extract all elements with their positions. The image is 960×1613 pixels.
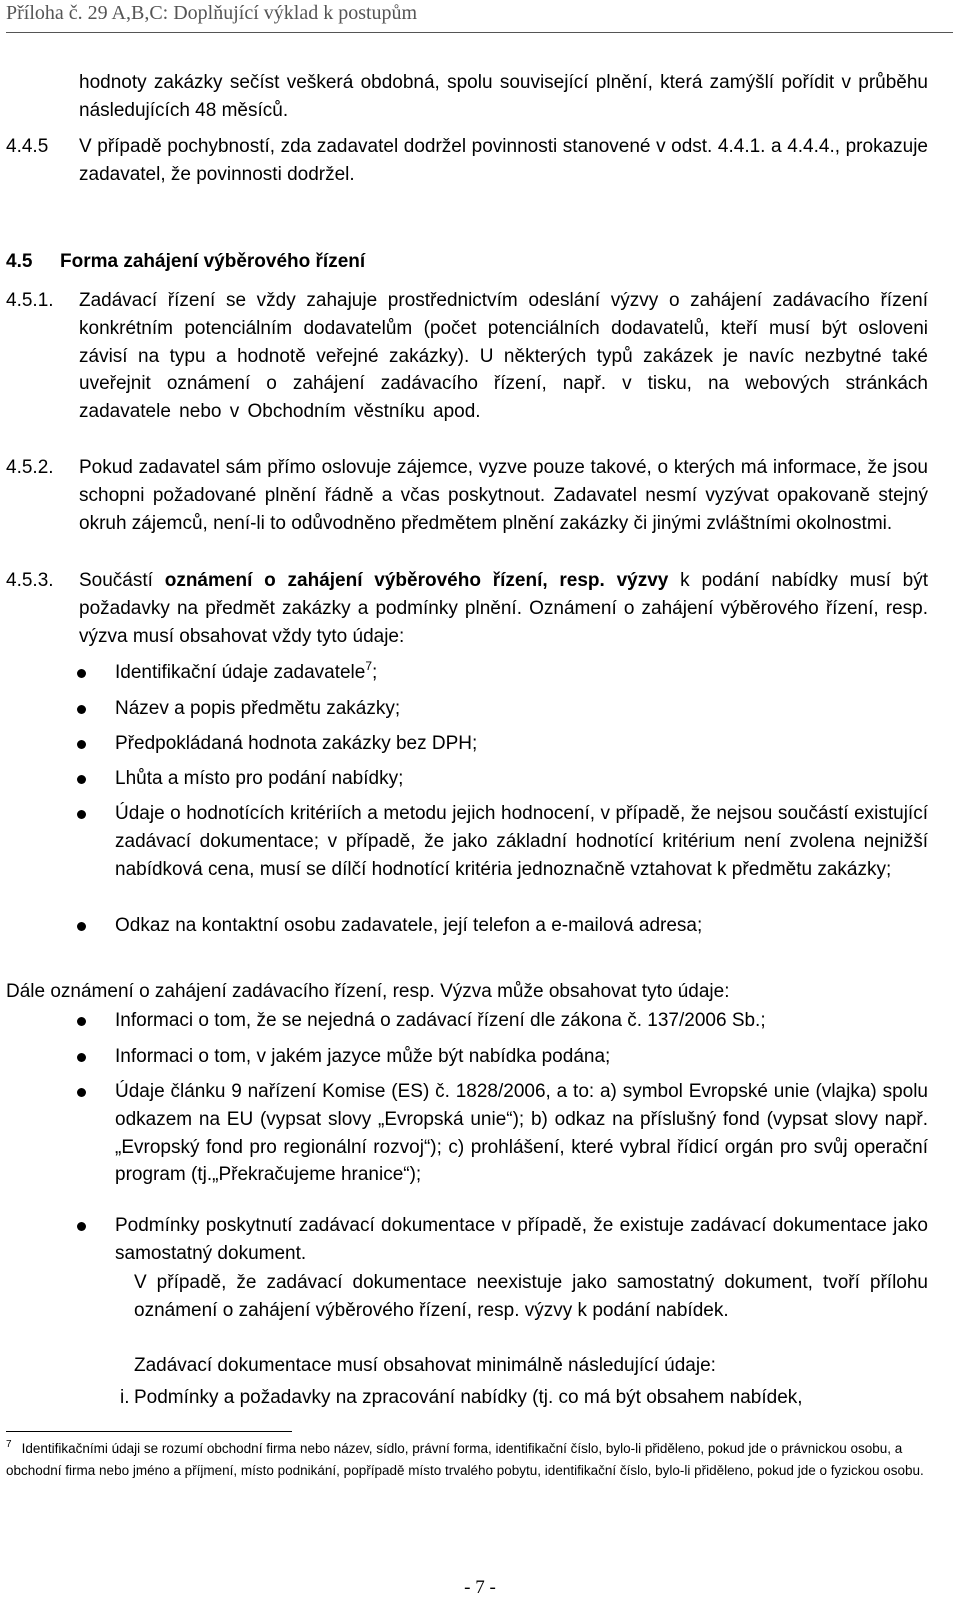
footnote — [6, 1438, 932, 1482]
paragraph-number-4-5-2: 4.5.2. — [6, 457, 54, 478]
paragraph-4-5-1: Zadávací řízení se vždy zahajuje prostřednictvím odeslání výzvy o zahájení zadávacího řízení konkrétním potenciálním dodavatelům (počet potenciálních dodavatelů, kteří musí být osloveni závisí na typu a hodnotě veřejné zakázky). U některých typů zakázek je navíc nezbytné také uveřejnit oznámení o zahájení zadávacího řízení, např. v tisku, na webových stránkách zadavatele nebo v Obchodním věstníku apod. — [79, 290, 928, 423]
paragraph-4-5-3 — [79, 567, 928, 650]
bullet-icon — [77, 922, 86, 931]
footnote-number: 7 — [6, 1439, 12, 1450]
bullet-icon — [77, 705, 86, 714]
p453-bold: oznámení o zahájení výběrového řízení, resp. výzvy — [164, 570, 669, 591]
page-header: Příloha č. 29 A,B,C: Doplňující výklad k postupům — [6, 2, 953, 33]
bullet-icon — [77, 1053, 86, 1062]
bullet-icon — [77, 669, 86, 678]
bullet-icon — [77, 1088, 86, 1097]
list1-item-1: Identifikační údaje zadavatele$^7$; — [115, 659, 378, 683]
minimal-paragraph: Zadávací dokumentace musí obsahovat minimálně následující údaje: — [134, 1355, 716, 1376]
list1-item-6: Odkaz na kontaktní osobu zadavatele, její telefon a e-mailová adresa; — [115, 915, 703, 936]
dale-paragraph: Dále oznámení o zahájení zadávacího řízení, resp. Výzva může obsahovat tyto údaje: — [6, 981, 730, 1002]
intro-paragraph: hodnoty zakázky sečíst veškerá obdobná, spolu související plnění, která zamýšlí pořídit v průběhu následujících 48 měsíců. — [79, 72, 928, 121]
section-number: 4.5 — [6, 251, 33, 272]
list2-item-2: Informaci o tom, v jakém jazyce může být nabídka podána; — [115, 1046, 611, 1067]
footnote-ref: 7 — [365, 659, 373, 673]
footnote-separator — [6, 1431, 292, 1432]
paragraph-number-4-4-5: 4.4.5 — [6, 136, 49, 157]
bullet-icon — [77, 1017, 86, 1026]
list1-item-4: Lhůta a místo pro podání nabídky; — [115, 768, 404, 789]
list1-item-3: Předpokládaná hodnota zakázky bez DPH; — [115, 733, 478, 754]
page-number: - 7 - — [464, 1577, 496, 1598]
paragraph-4-4-5: V případě pochybností, zda zadavatel dodržel povinnosti stanovené v odst. 4.4.1. a 4.4.4., prokazuje zadavatel, že povinnosti dodržel. — [79, 136, 928, 185]
roman-item-1: Podmínky a požadavky na zpracování nabídky (tj. co má být obsahem nabídek, — [134, 1387, 803, 1408]
bullet-icon — [77, 1222, 86, 1231]
p453-text-1: Součástí — [79, 570, 165, 591]
footnote-text: Identifikačními údaji se rozumí obchodní firma nebo název, sídlo, právní forma, identifikační číslo, bylo-li přiděleno, pokud jde o právnickou osobu, a obchodní firma nebo jméno a příjmení, místo podnikání, popřípadě místo trvalého pobytu, identifikační číslo, bylo-li přiděleno, pokud jde o fyzickou osobu. — [6, 1441, 924, 1478]
list2-item-1: Informaci o tom, že se nejedná o zadávací řízení dle zákona č. 137/2006 Sb.; — [115, 1010, 766, 1031]
paragraph-4-5-2: Pokud zadavatel sám přímo oslovuje zájemce, vyzve pouze takové, o kterých má informace, že jsou schopni požadované plnění řádně a včas poskytnout. Zadavatel nesmí vyzývat opakovaně stejný okruh zájemců, není-li to odůvodněno předmětem plnění zakázky či jinými zvláštními okolnostmi. — [79, 457, 928, 534]
list2-item-4: Podmínky poskytnutí zadávací dokumentace v případě, že existuje zadávací dokumentace jako samostatný dokument. — [115, 1215, 928, 1264]
paragraph-number-4-5-1: 4.5.1. — [6, 290, 54, 311]
bullet-icon — [77, 810, 86, 819]
roman-number: i. — [120, 1387, 130, 1408]
bullet-icon — [77, 775, 86, 784]
section-title: Forma zahájení výběrového řízení — [60, 251, 366, 272]
list1-item-5: Údaje o hodnotících kritériích a metodu jejich hodnocení, v případě, že nejsou součástí existující zadávací dokumentace; v případě, že jako základní hodnotící kritérium není zvolena nejnižší nabídková cena, musí se dílčí hodnotící kritéria jednoznačně vztahovat k předmětu zakázky; — [115, 803, 928, 880]
paragraph-number-4-5-3: 4.5.3. — [6, 570, 54, 591]
vpripade-paragraph: V případě, že zadávací dokumentace neexistuje jako samostatný dokument, tvoří přílohu oznámení o zahájení výběrového řízení, resp. výzvy k podání nabídek. — [134, 1272, 928, 1321]
list2-item-3: Údaje článku 9 nařízení Komise (ES) č. 1828/2006, a to: a) symbol Evropské unie (vlajka) spolu odkazem na EU (vypsat slovy „Evropská unie“); b) odkaz na příslušný fond (vypsat slovy např. „Evropský fond pro regionální rozvoj“); c) prohlášení, které vybral řídicí orgán pro svůj operační program (tj.„Překračujeme hranice“); — [115, 1081, 928, 1186]
bullet-icon — [77, 740, 86, 749]
p453-text-2: k podání nabídky musí být požadavky na předmět zakázky a podmínky plnění. Oznámení o zahájení výběrového řízení, resp. výzva musí obsahovat vždy tyto údaje: — [79, 570, 928, 647]
list1-item-2: Název a popis předmětu zakázky; — [115, 698, 401, 719]
